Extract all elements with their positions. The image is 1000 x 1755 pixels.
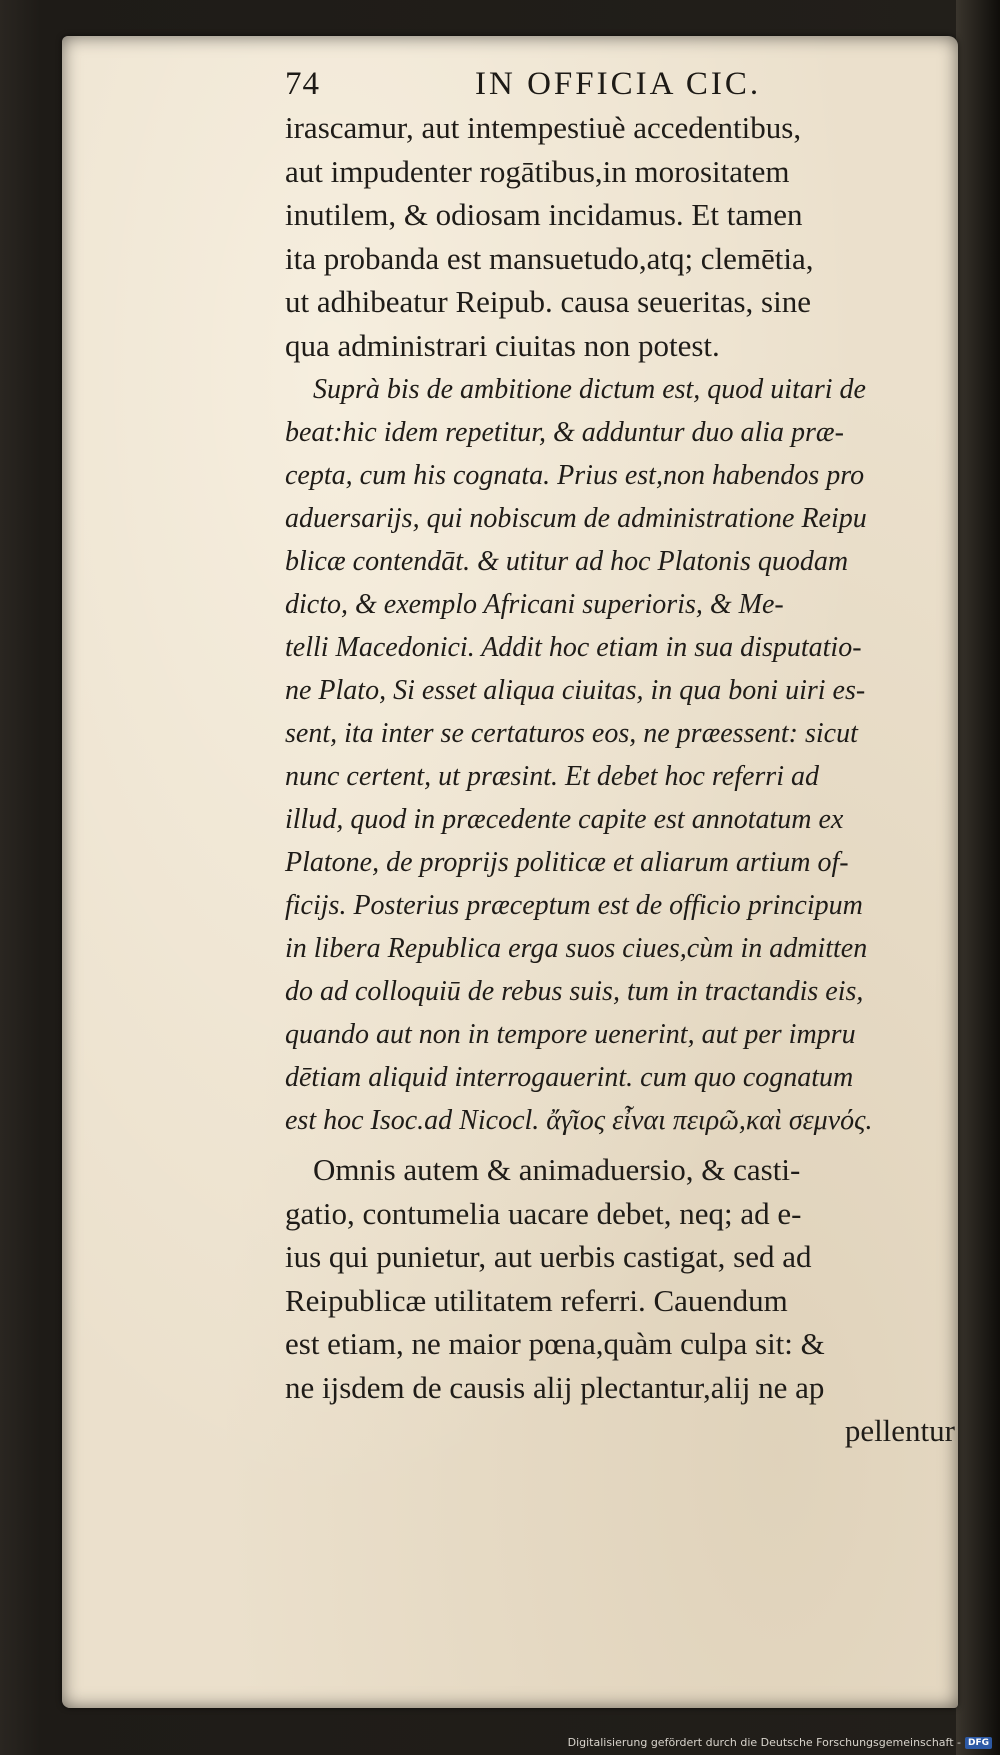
text-line: gatio, contumelia uacare debet, neq; ad e- xyxy=(285,1195,802,1231)
digitization-credit xyxy=(568,1736,992,1749)
commentary-line: aduersarijs, qui nobiscum de administratione Reipu xyxy=(285,503,867,534)
commentary-line: ne Plato, Si esset aliqua ciuitas, in qua boni uiri es- xyxy=(285,675,866,706)
text-line: est etiam, ne maior pœna,quàm culpa sit: & xyxy=(285,1326,825,1361)
commentary-line: illud, quod in præcedente capite est annotatum ex xyxy=(285,804,844,835)
text-line: ut adhibeatur Reipub. causa seueritas, sine xyxy=(285,284,811,319)
commentary-line: beat:hic idem repetitur, & adduntur duo alia præ- xyxy=(285,417,844,448)
dfg-logo-icon: DFG xyxy=(965,1737,992,1749)
page-number: 74 xyxy=(285,66,320,102)
commentary-line: in libera Republica erga suos ciues,cùm in admitten xyxy=(285,933,868,964)
running-title: IN OFFICIA CIC. xyxy=(475,66,762,102)
commentary-line: est hoc Isoc.ad Nicocl. ἄγ͂ιος εἶναι πειρῶ,καὶ σεμνός. xyxy=(285,1105,873,1136)
main-text-block-1 xyxy=(285,106,955,367)
text-line: ius qui punietur, aut uerbis castigat, sed ad xyxy=(285,1239,812,1274)
commentary-line: Suprà bis de ambitione dictum est, quod uitari de xyxy=(313,374,866,405)
book-spine-shadow xyxy=(956,0,1000,1755)
text-line: irascamur, aut intempestiuè accedentibus, xyxy=(285,110,802,145)
commentary-line: telli Macedonici. Addit hoc etiam in sua disputatio- xyxy=(285,632,862,663)
commentary-line: ficijs. Posterius præceptum est de officio principum xyxy=(285,890,863,921)
commentary-line: sent, ita inter se certaturos eos, ne præessent: sicut xyxy=(285,718,858,749)
text-line: ne ijsdem de causis alij plectantur,alij ne ap xyxy=(285,1369,825,1405)
commentary-block xyxy=(285,368,955,1142)
commentary-line: do ad colloquiū de rebus suis, tum in tractandis eis, xyxy=(285,976,864,1007)
page-header xyxy=(285,66,845,106)
text-line: ita probanda est mansuetudo,atq; clemētia, xyxy=(285,240,814,276)
commentary-line: dētiam aliquid interrogauerint. cum quo cognatum xyxy=(285,1062,854,1093)
commentary-line: blicæ contendāt. & utitur ad hoc Platonis quodam xyxy=(285,546,849,577)
commentary-line: cepta, cum his cognata. Prius est,non habendos pro xyxy=(285,460,865,491)
main-text-block-2 xyxy=(285,1148,955,1453)
credit-text: Digitalisierung gefördert durch die Deutsche Forschungsgemeinschaft - xyxy=(567,1736,961,1749)
catchword: pellentur xyxy=(844,1413,955,1448)
text-line: qua administrari ciuitas non potest. xyxy=(285,327,720,363)
text-line: Reipublicæ utilitatem referri. Cauendum xyxy=(285,1282,788,1318)
text-line: Omnis autem & animaduersio, & casti- xyxy=(313,1152,801,1187)
text-line: aut impudenter rogātibus,in morositatem xyxy=(285,153,790,189)
text-line: inutilem, & odiosam incidamus. Et tamen xyxy=(285,197,803,232)
commentary-line: dicto, & exemplo Africani superioris, & Me- xyxy=(285,589,784,620)
commentary-line: Platone, de proprijs politicæ et aliarum artium of- xyxy=(285,847,849,878)
commentary-line: quando aut non in tempore uenerint, aut per impru xyxy=(285,1019,856,1050)
commentary-line: nunc certent, ut præsint. Et debet hoc referri ad xyxy=(285,761,819,792)
